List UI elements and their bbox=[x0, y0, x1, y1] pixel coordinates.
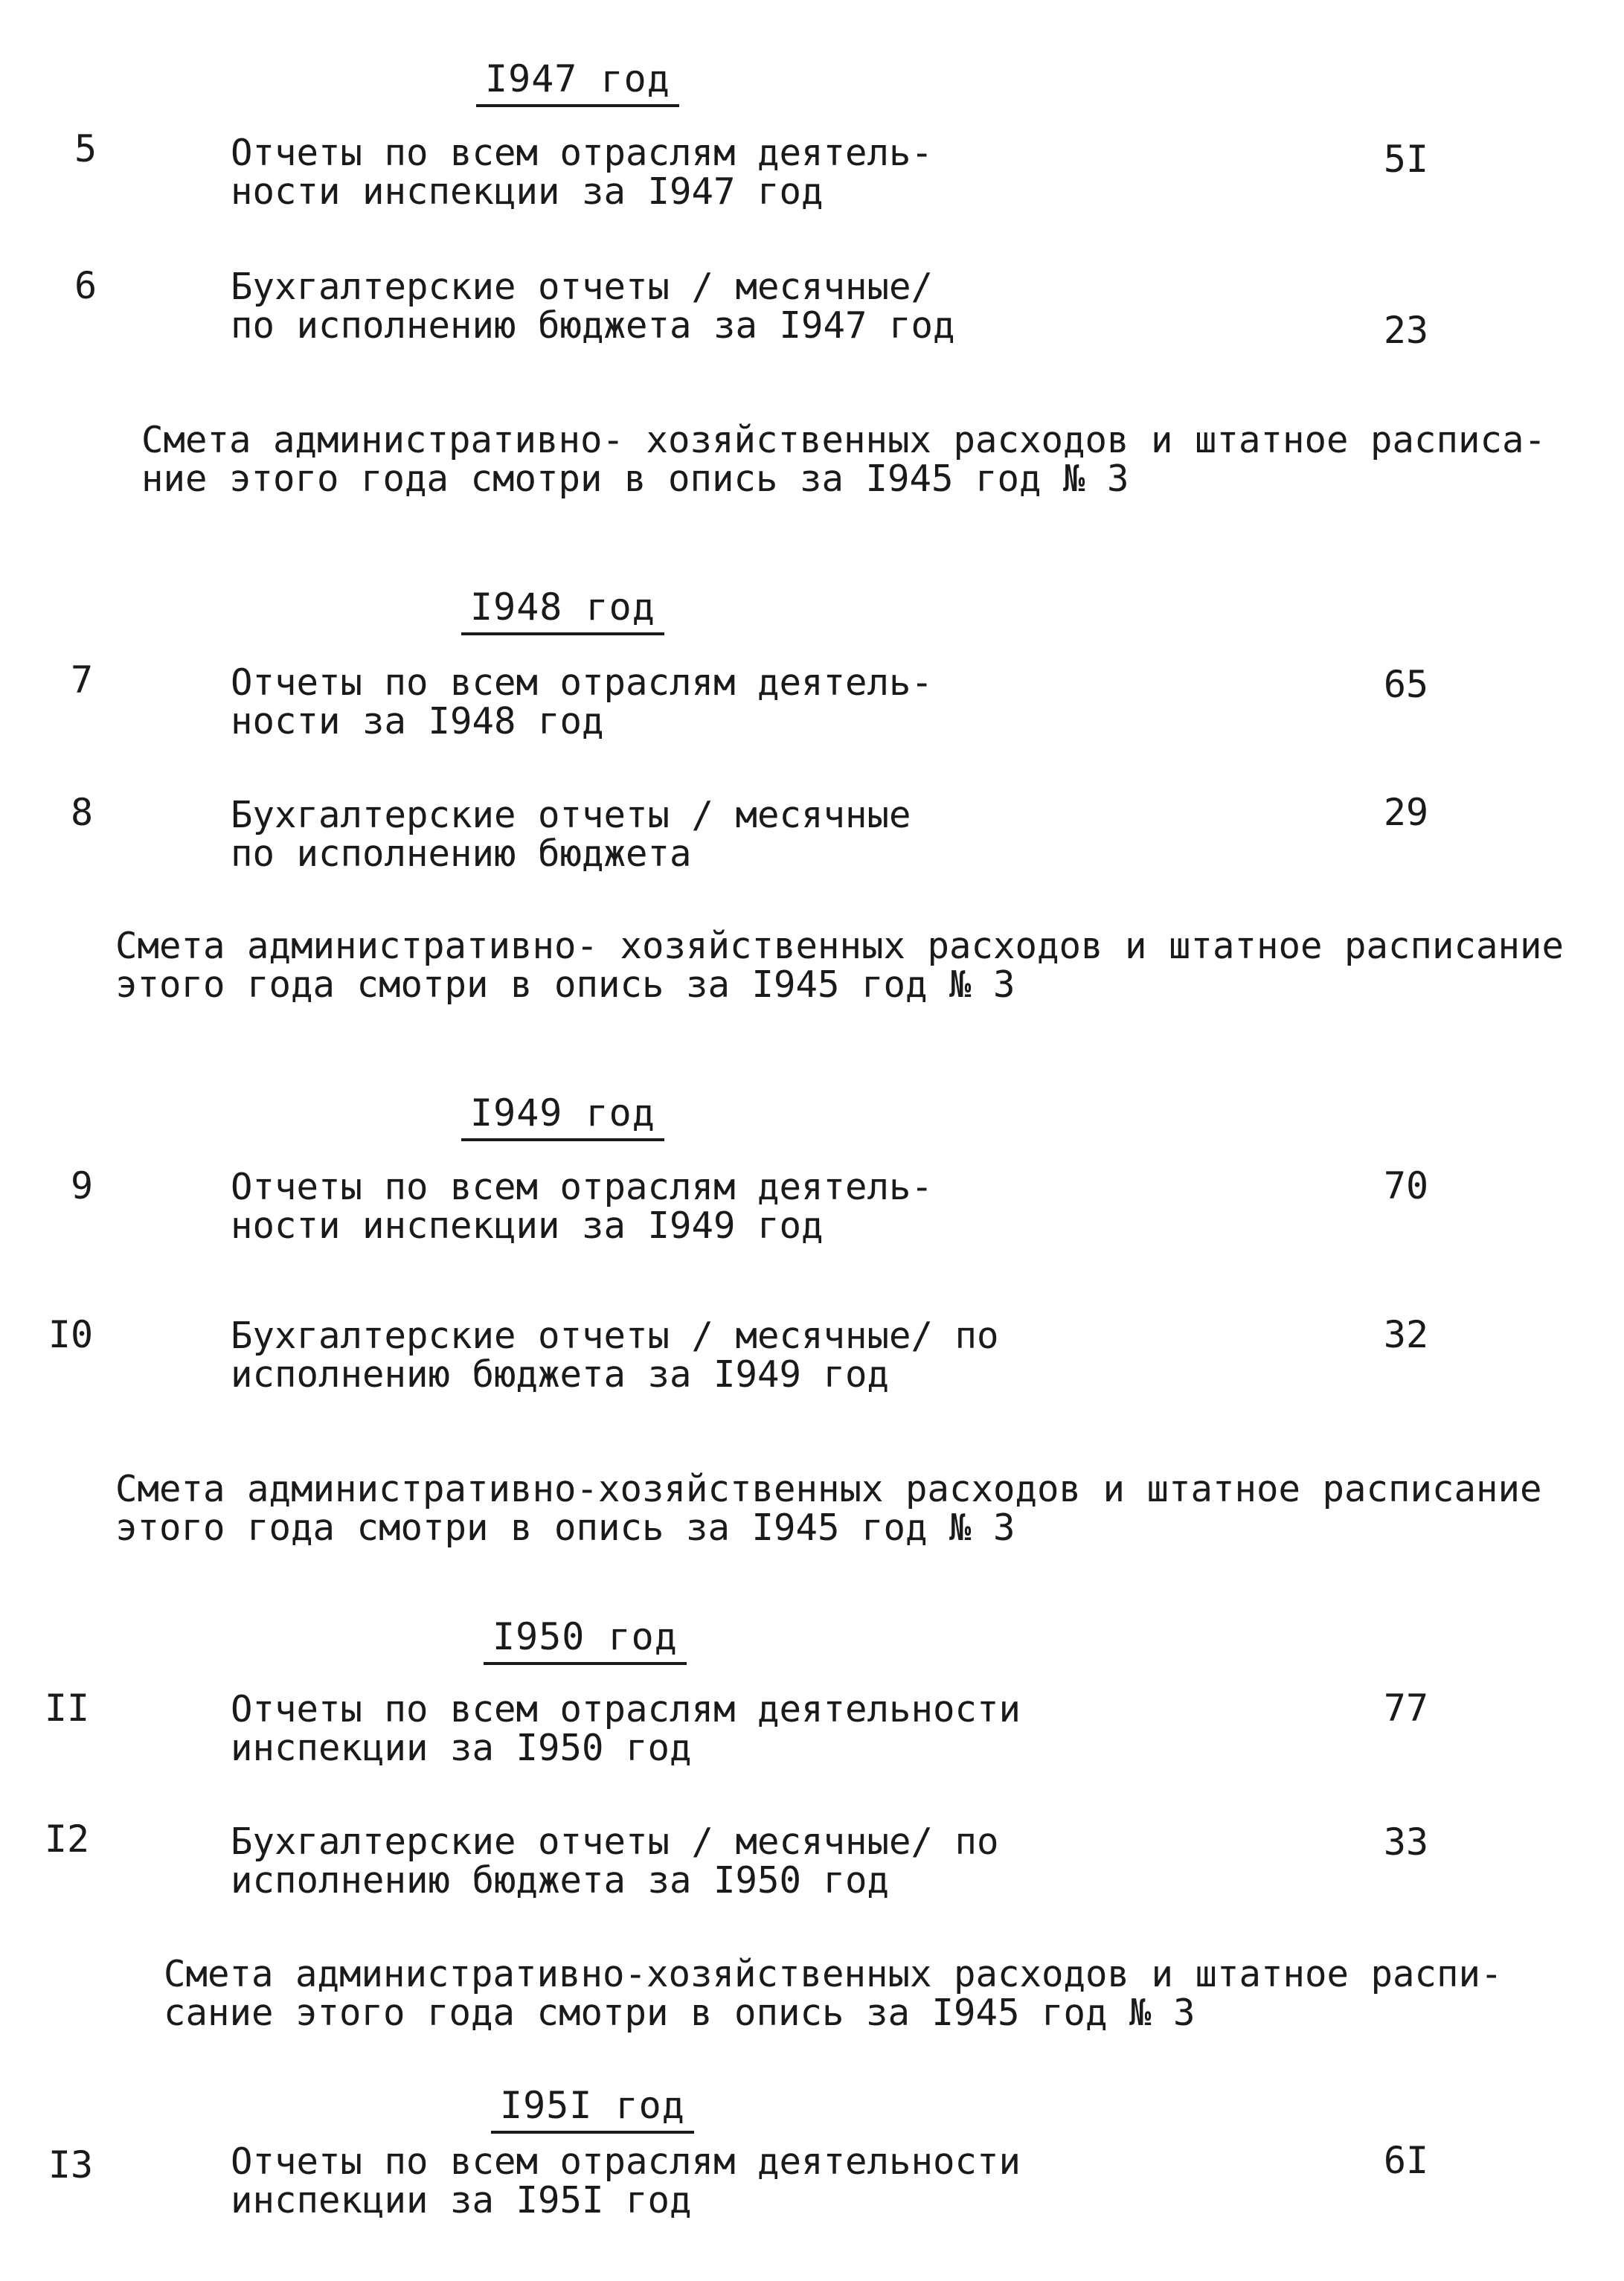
entry-title: Бухгалтерские отчеты / месячные/ по исполнению бюджета за I949 год bbox=[231, 1315, 999, 1396]
section-note: Смета административно- хозяйственных расходов и штатное расписа- ние этого года смотри в опись за I945 год № 3 bbox=[141, 419, 1547, 500]
entry-sheet-count: 23 bbox=[1383, 309, 1429, 352]
entry-sheet-count: 5I bbox=[1383, 138, 1429, 181]
year-heading-1949: I949 год bbox=[461, 1091, 664, 1141]
entry-number: 6 bbox=[74, 264, 97, 307]
section-note: Смета административно-хозяйственных расходов и штатное расписание этого года смотри в опись за I945 год № 3 bbox=[115, 1468, 1542, 1549]
entry-sheet-count: 33 bbox=[1383, 1820, 1429, 1864]
entry-number: 5 bbox=[74, 127, 97, 170]
year-heading-1947: I947 год bbox=[476, 57, 679, 107]
year-heading-1950: I950 год bbox=[484, 1614, 687, 1665]
entry-sheet-count: 77 bbox=[1383, 1687, 1429, 1730]
entry-title: Отчеты по всем отраслям деятельности инспекции за I950 год bbox=[231, 1688, 1021, 1769]
year-heading-1951: I95I год bbox=[491, 2083, 694, 2134]
entry-number: I3 bbox=[48, 2143, 94, 2187]
entry-sheet-count: 6I bbox=[1383, 2139, 1429, 2182]
entry-number: I2 bbox=[44, 1818, 90, 1861]
entry-number: 8 bbox=[70, 791, 94, 834]
entry-sheet-count: 65 bbox=[1383, 663, 1429, 706]
entry-sheet-count: 29 bbox=[1383, 791, 1429, 834]
entry-number: 9 bbox=[70, 1164, 94, 1207]
entry-sheet-count: 70 bbox=[1383, 1164, 1429, 1207]
entry-number: I0 bbox=[48, 1313, 94, 1356]
entry-sheet-count: 32 bbox=[1383, 1313, 1429, 1356]
entry-number: II bbox=[44, 1687, 90, 1730]
entry-title: Бухгалтерские отчеты / месячные по исполнению бюджета bbox=[231, 794, 911, 875]
entry-title: Отчеты по всем отраслям деятель- ности инспекции за I947 год bbox=[231, 132, 934, 213]
year-heading-1948: I948 год bbox=[461, 585, 664, 635]
entry-title: Отчеты по всем отраслям деятель- ности инспекции за I949 год bbox=[231, 1166, 934, 1247]
section-note: Смета административно- хозяйственных расходов и штатное расписание этого года смотри в опись за I945 год № 3 bbox=[115, 925, 1564, 1006]
entry-title: Бухгалтерские отчеты / месячные/ по исполнению бюджета за I950 год bbox=[231, 1820, 999, 1902]
entry-title: Отчеты по всем отраслям деятельности инспекции за I95I год bbox=[231, 2140, 1021, 2221]
entry-title: Отчеты по всем отраслям деятель- ности за I948 год bbox=[231, 661, 934, 742]
section-note: Смета административно-хозяйственных расходов и штатное распи- сание этого года смотри в опись за I945 год № 3 bbox=[164, 1953, 1503, 2034]
entry-number: 7 bbox=[70, 658, 94, 702]
entry-title: Бухгалтерские отчеты / месячные/ по исполнению бюджета за I947 год bbox=[231, 266, 955, 347]
